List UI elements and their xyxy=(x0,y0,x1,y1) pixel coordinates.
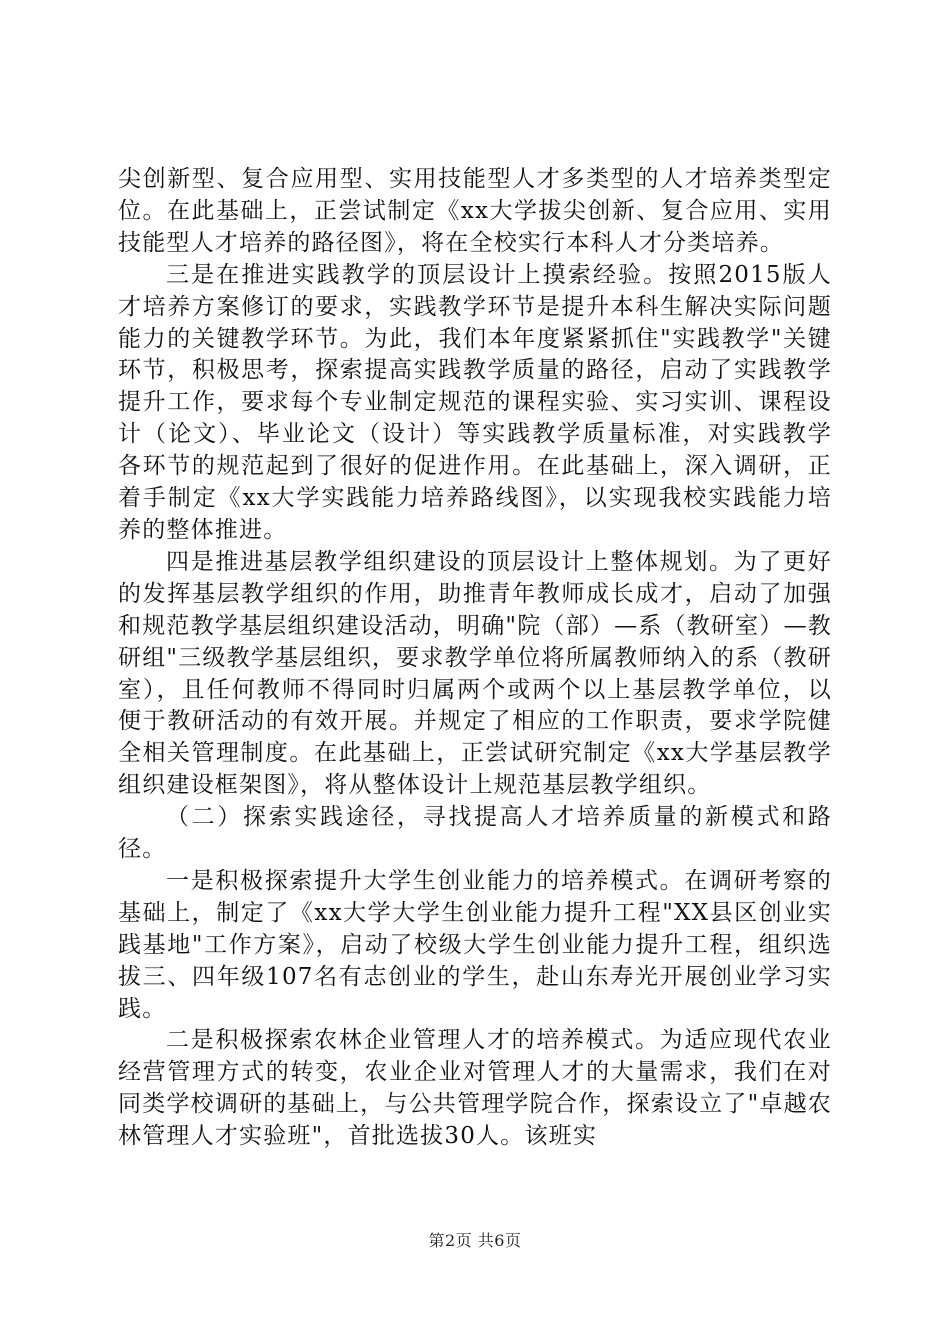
paragraph-continuation: 尖创新型、复合应用型、实用技能型人才多类型的人才培养类型定位。在此基础上，正尝试制定《xx大学拔尖创新、复合应用、实用技能型人才培养的路径图》，将在全校实行本科人才分类培养。 xyxy=(118,166,832,256)
document-body xyxy=(118,164,832,1153)
section-heading: （二）探索实践途径，寻找提高人才培养质量的新模式和路径。 xyxy=(118,804,832,863)
paragraph-teaching-organization: 四是推进基层教学组织建设的顶层设计上整体规划。为了更好的发挥基层教学组织的作用，助推青年教师成长成才，启动了加强和规范教学基层组织建设活动，明确"院（部）—系（教研室）—教研组"三级教学基层组织，要求教学单位将所属教师纳入的系（教研室），且任何教师不得同时归属两个或两个以上基层教学单位，以便于教研活动的有效开展。并规定了相应的工作职责，要求学院健全相关管理制度。在此基础上，正尝试研究制定《xx大学基层教学组织建设框架图》，将从整体设计上规范基层教学组织。 xyxy=(118,548,832,799)
paragraph-management-talent: 二是积极探索农林企业管理人才的培养模式。为适应现代农业经营管理方式的转变，农业企业对管理人才的大量需求，我们在对同类学校调研的基础上，与公共管理学院合作，探索设立了"卓越农林管理人才实验班"，首批选拔30人。该班实 xyxy=(118,1027,832,1150)
page-footer: 第2页 共6页 xyxy=(428,1231,522,1250)
paragraph-practice-teaching: 三是在推进实践教学的顶层设计上摸索经验。按照2015版人才培养方案修订的要求，实践教学环节是提升本科生解决实际问题能力的关键教学环节。为此，我们本年度紧紧抓住"实践教学"关键环节，积极思考，探索提高实践教学质量的路径，启动了实践教学提升工作，要求每个专业制定规范的课程实验、实习实训、课程设计（论文）、毕业论文（设计）等实践教学质量标准，对实践教学各环节的规范起到了很好的促进作用。在此基础上，深入调研，正着手制定《xx大学实践能力培养路线图》，以实现我校实践能力培养的整体推进。 xyxy=(118,261,832,543)
paragraph-entrepreneurship: 一是积极探索提升大学生创业能力的培养模式。在调研考察的基础上，制定了《xx大学大学生创业能力提升工程"XX县区创业实践基地"工作方案》，启动了校级大学生创业能力提升工程，组织选拔三、四年级107名有志创业的学生，赴山东寿光开展创业学习实践。 xyxy=(118,867,832,1022)
